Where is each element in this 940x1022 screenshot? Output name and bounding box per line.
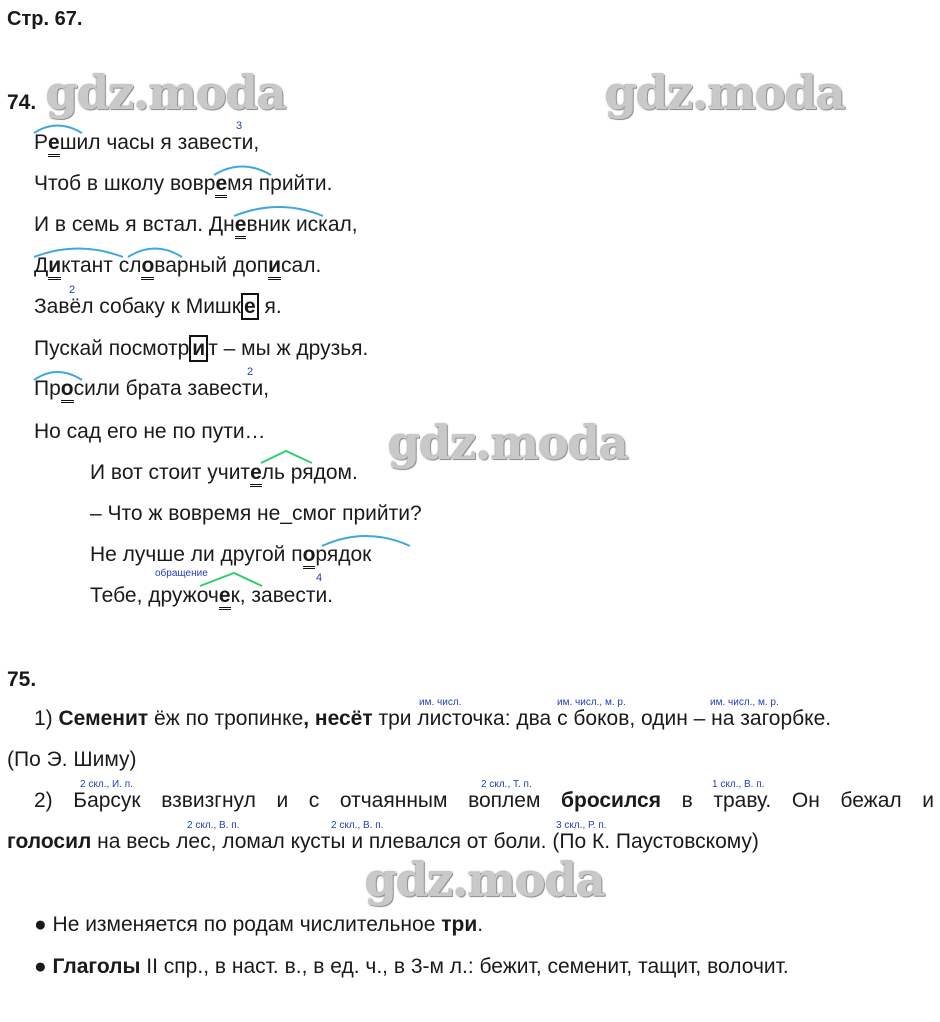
- poem-line-3: [34, 213, 358, 237]
- text-part: мя прийти.: [227, 172, 333, 195]
- grammar-note: 1 скл., В. п.: [712, 779, 765, 790]
- sentence-1-source: (По Э. Шиму): [7, 748, 137, 771]
- stressed-vowel: и: [48, 254, 61, 280]
- verb: бросился: [561, 789, 661, 812]
- syllable-mark: 4: [316, 572, 323, 584]
- grammar-note: 3 скл., Р. п.: [556, 820, 607, 831]
- stressed-vowel: е: [215, 172, 227, 198]
- verb: Семенит: [58, 707, 149, 730]
- sentence-2-line-1: [34, 789, 934, 813]
- bullet-2: [34, 955, 789, 979]
- text-part: шил часы я завести,: [59, 131, 260, 154]
- sentence-2-line-2: [7, 830, 759, 854]
- text-part: ёж по тропинке: [148, 707, 304, 730]
- grammar-note: 2 скл., И. п.: [80, 779, 133, 790]
- bullet-1: [34, 913, 483, 937]
- boxed-ending: и: [189, 335, 208, 362]
- poem-line-12: [90, 584, 333, 608]
- bullet-icon: ●: [34, 913, 47, 936]
- text-part: Не изменяется по родам числительное: [46, 913, 442, 936]
- poem-line-8: Но сад его не по пути…: [34, 420, 266, 443]
- text-part: к, завести.: [230, 584, 334, 607]
- text-part: Д: [34, 254, 49, 277]
- sentence-1: [34, 707, 831, 731]
- stressed-vowel: е: [219, 584, 231, 610]
- text-part: .: [477, 913, 484, 936]
- poem-line-5: [34, 295, 282, 319]
- stressed-vowel: е: [48, 131, 60, 157]
- grammar-note: им. числ.: [419, 697, 462, 708]
- text-part: рядок: [315, 543, 372, 566]
- stressed-vowel: е: [235, 213, 247, 239]
- text-part: И в семь я встал. Дн: [34, 213, 235, 236]
- text-part: ль рядом.: [261, 461, 358, 484]
- text-part: 1): [34, 707, 59, 730]
- stressed-vowel: о: [141, 254, 154, 280]
- syllable-mark: 2: [247, 366, 254, 378]
- poem-line-4: [34, 254, 321, 278]
- keyword: три: [441, 913, 478, 936]
- exercise-75-number: 75.: [7, 668, 37, 691]
- text-part: вник искал,: [246, 213, 358, 236]
- poem-line-2: [34, 172, 332, 196]
- text-part: я.: [258, 295, 282, 318]
- grammar-note: им. числ., м. р.: [557, 697, 626, 708]
- text-part: Пускай посмотр: [34, 337, 190, 360]
- text-part: сили брата завести,: [73, 377, 270, 400]
- stressed-vowel: о: [303, 543, 316, 569]
- verb: , несёт: [303, 707, 373, 730]
- poem-line-11: [90, 543, 371, 567]
- stressed-vowel: е: [250, 461, 262, 487]
- grammar-note: 2 скл., В. п.: [331, 820, 384, 831]
- text-part: 2) Барсук взвизгнул и с отчаянным воплем: [34, 789, 562, 812]
- grammar-note: 2 скл., В. п.: [187, 820, 240, 831]
- syllable-mark: 2: [69, 284, 76, 296]
- poem-line-6: [34, 337, 368, 361]
- text-part: три листочка: два с боков, один – на загорбке.: [372, 707, 832, 730]
- text-part: ктант сл: [61, 254, 142, 277]
- bullet-icon: ●: [34, 955, 47, 978]
- grammar-note: им. числ., м. р.: [710, 697, 779, 708]
- watermark-logo: gdz.moda: [46, 66, 286, 120]
- address-label: обращение: [155, 568, 208, 579]
- stressed-vowel: и: [268, 254, 281, 280]
- text-part: И вот стоит учит: [90, 461, 251, 484]
- text-part: сал.: [281, 254, 322, 277]
- keyword: Глаголы: [52, 955, 141, 978]
- text-part: Пр: [34, 377, 61, 400]
- poem-line-10: – Что ж вовремя не_смог прийти?: [90, 502, 422, 525]
- text-part: на весь лес, ломал кусты и плевался от боли. (По К. Паустовскому): [91, 830, 759, 853]
- text-part: Не лучше ли другой п: [90, 543, 303, 566]
- text-part: Тебе, дружоч: [90, 584, 219, 607]
- text-part: Р: [34, 131, 49, 154]
- poem-line-7: [34, 377, 269, 401]
- text-part: варный доп: [154, 254, 269, 277]
- text-part: Завёл собаку к Мишк: [34, 295, 241, 318]
- text-part: Чтоб в школу вовр: [34, 172, 216, 195]
- watermark-logo: gdz.moda: [365, 853, 605, 907]
- poem-line-9: [90, 461, 358, 485]
- syllable-mark: 3: [236, 120, 243, 132]
- page-reference: Стр. 67.: [7, 8, 83, 30]
- stressed-vowel: о: [61, 377, 74, 403]
- boxed-ending: е: [241, 293, 259, 320]
- exercise-74-number: 74.: [7, 91, 37, 114]
- text-part: т – мы ж друзья.: [208, 337, 369, 360]
- grammar-note: 2 скл., Т. п.: [481, 779, 532, 790]
- watermark-logo: gdz.moda: [388, 416, 628, 470]
- text-part: II спр., в наст. в., в ед. ч., в 3-м л.: бежит, семенит, тащит, волочит.: [140, 955, 789, 978]
- poem-line-1: [34, 131, 259, 155]
- text-part: в траву. Он бежал и: [660, 789, 934, 812]
- watermark-logo: gdz.moda: [605, 66, 845, 120]
- verb: голосил: [7, 830, 92, 853]
